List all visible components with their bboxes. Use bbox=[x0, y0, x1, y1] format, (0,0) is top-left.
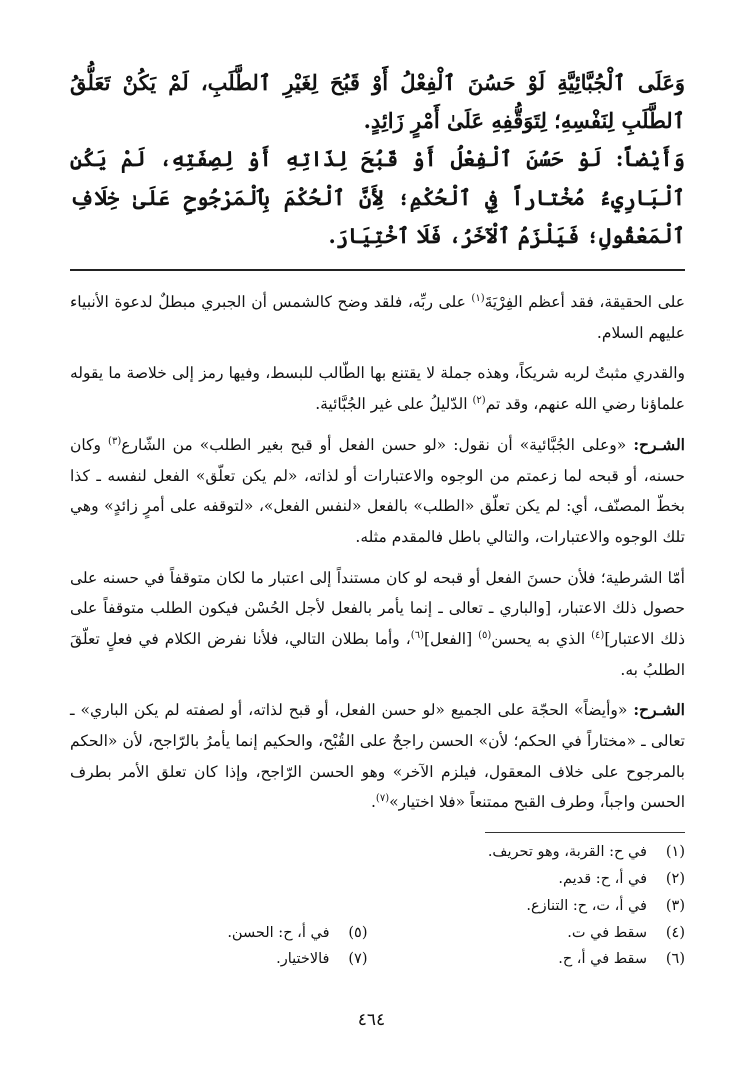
footnote-5: (٥)في أ، ح: الحسن. bbox=[227, 924, 368, 941]
matn-paragraph-1: وَعَلَى ٱلْجُبَّائِيَّةِ لَوْ حَسُنَ ٱلْفِعْلُ أَوْ قَبُحَ لِغَيْرِ ٱلطَّلَبِ، لَمْ يَكُنْ تَعَلُّقُ ٱلطَّلَبِ لِنَفْسِهِ؛ لِتَوَقُّفِهِ عَلَىٰ أَمْرٍ زَائِدٍ. bbox=[70, 70, 685, 134]
footnote-1: (١)في ح: القربة، وهو تحريف. bbox=[487, 844, 685, 861]
footnote-6: (٦)سقط في أ، ح. bbox=[558, 951, 685, 968]
footnote-ref-1: (١) bbox=[471, 292, 485, 304]
footnote-ref-5: (٥) bbox=[478, 629, 492, 641]
footnote-2: (٢)في أ، ح: قديم. bbox=[558, 870, 685, 887]
footnote-4: (٤)سقط في ت. bbox=[567, 924, 685, 941]
sharh-label: الشـرح: bbox=[633, 434, 685, 454]
matn-paragraph-2: وَأَيْضاً: لَوْ حَسُنَ ٱلْفِعْلُ أَوْ قَبُحَ لِذَاتِهِ أَوْ لِصِفَتِهِ، لَمْ يَكُنِ ٱلْبَارِيءُ مُخْتاراً فِي ٱلْحُكْمِ؛ لِأَنَّ ٱلْحُكْمَ بِٱلْمَرْجُوحِ عَلَىٰ خِلَافِ ٱلْمَعْقُولِ؛ فَيَلْزَمُ ٱلْآخَرُ، فَلَا ٱخْتِيَارَ. bbox=[70, 146, 685, 248]
commentary-text bbox=[70, 287, 685, 818]
footnote-separator-rule bbox=[485, 832, 685, 833]
footnote-pairs bbox=[70, 920, 685, 974]
footnote-ref-7: (٧) bbox=[375, 793, 390, 805]
footnote-ref-6: (٦) bbox=[410, 629, 424, 641]
sharh-label: الشـرح: bbox=[633, 700, 685, 720]
commentary-paragraph-2: والقدري مثبتٌ لربه شريكاً، وهذه جملة لا يقتنع بها الطّالب للبسط، وفيها رمز إلى خلاصة ما يقوله علماؤنا رضي الله عنهم، وقد تم$^{(٢)}$ الدّليلُ على غير الجُبَّائية. bbox=[70, 364, 685, 414]
footnote-ref-3: (٣) bbox=[108, 435, 122, 447]
commentary-paragraph-3: الشـرح: «وعلى الجُبَّائية» أن نقول: «لو حسن الفعل أو قبح بغير الطلب» من الشّارع$^{(٣)}$ وكان حسنه، أو قبحه لما زعمتم من الوجوه والاعتبارات أو لذاته، «لم يكن تعلّق» الفعل لنفسه ـ كذا بخطّ المصنّف، أي: لم يكن تعلّق «الطلب» بالفعل «لنفس الفعل»، «لتوقفه على أمرٍ زائدٍ» وهي تلك الوجوه والاعتبارات، والتالي باطل فالمقدم مثله. bbox=[70, 434, 685, 546]
footnote-ref-4: (٤) bbox=[591, 629, 605, 641]
footnote-7: (٧)فالاختيار. bbox=[276, 951, 368, 968]
footnote-ref-2: (٢) bbox=[472, 395, 486, 406]
commentary-paragraph-4: أمّا الشرطية؛ فلأن حسنَ الفعل أو قبحه لو كان مستنداً إلى اعتبار ما لكان متوقفاً في حسنه على حصول ذلك الاعتبار، [والباري ـ تعالى ـ إنما يأمر بالفعل لأجل الحُسْن فيكون الطلب متوقفاً على ذلك الاعتبار]$^{(٤)}$ الذي به يحسن$^{(٥)}$ [الفعل]$^{(٦)}$، وأما بطلان التالي، فلأنا نفرض الكلام في فعلٍ تعلّقَ الطلبُ به. bbox=[70, 568, 686, 679]
matn-separator-rule bbox=[70, 269, 685, 271]
page-number: ٤٦٤ bbox=[357, 1010, 386, 1030]
matn-text bbox=[70, 64, 685, 255]
commentary-paragraph-1: على الحقيقة، فقد أعظم الفِرْيَةَ$^{(١)}$ على ربِّه، فلقد وضح كالشمس أن الجبري مبطلٌ لدعوة الأنبياء عليهم السلام. bbox=[70, 292, 685, 342]
footnotes bbox=[70, 839, 685, 973]
footnote-3: (٣)في أ، ت، ح: التنازع. bbox=[526, 897, 685, 914]
commentary-paragraph-5: الشـرح: «وأيضاً» الحجّة على الجميع «لو حسن الفعل، أو قبح لذاته، أو لصفته لم يكن الباري» ـ تعالى ـ «مختاراً في الحكم؛ لأن» الحسن راجحٌ على القُبْح، والحكيم إنما يأمرُ بالرّاجح، لأن «الحكم بالمرجوح على خلاف المعقول، فيلزم الآخر» وهو الحسن الرّاجح، وإذا كان تعلق الأمر بطرف الحسن واجباً، وطرف القبح ممتنعاً «فلا اختيار»$^{(٧)}$. bbox=[70, 700, 685, 812]
